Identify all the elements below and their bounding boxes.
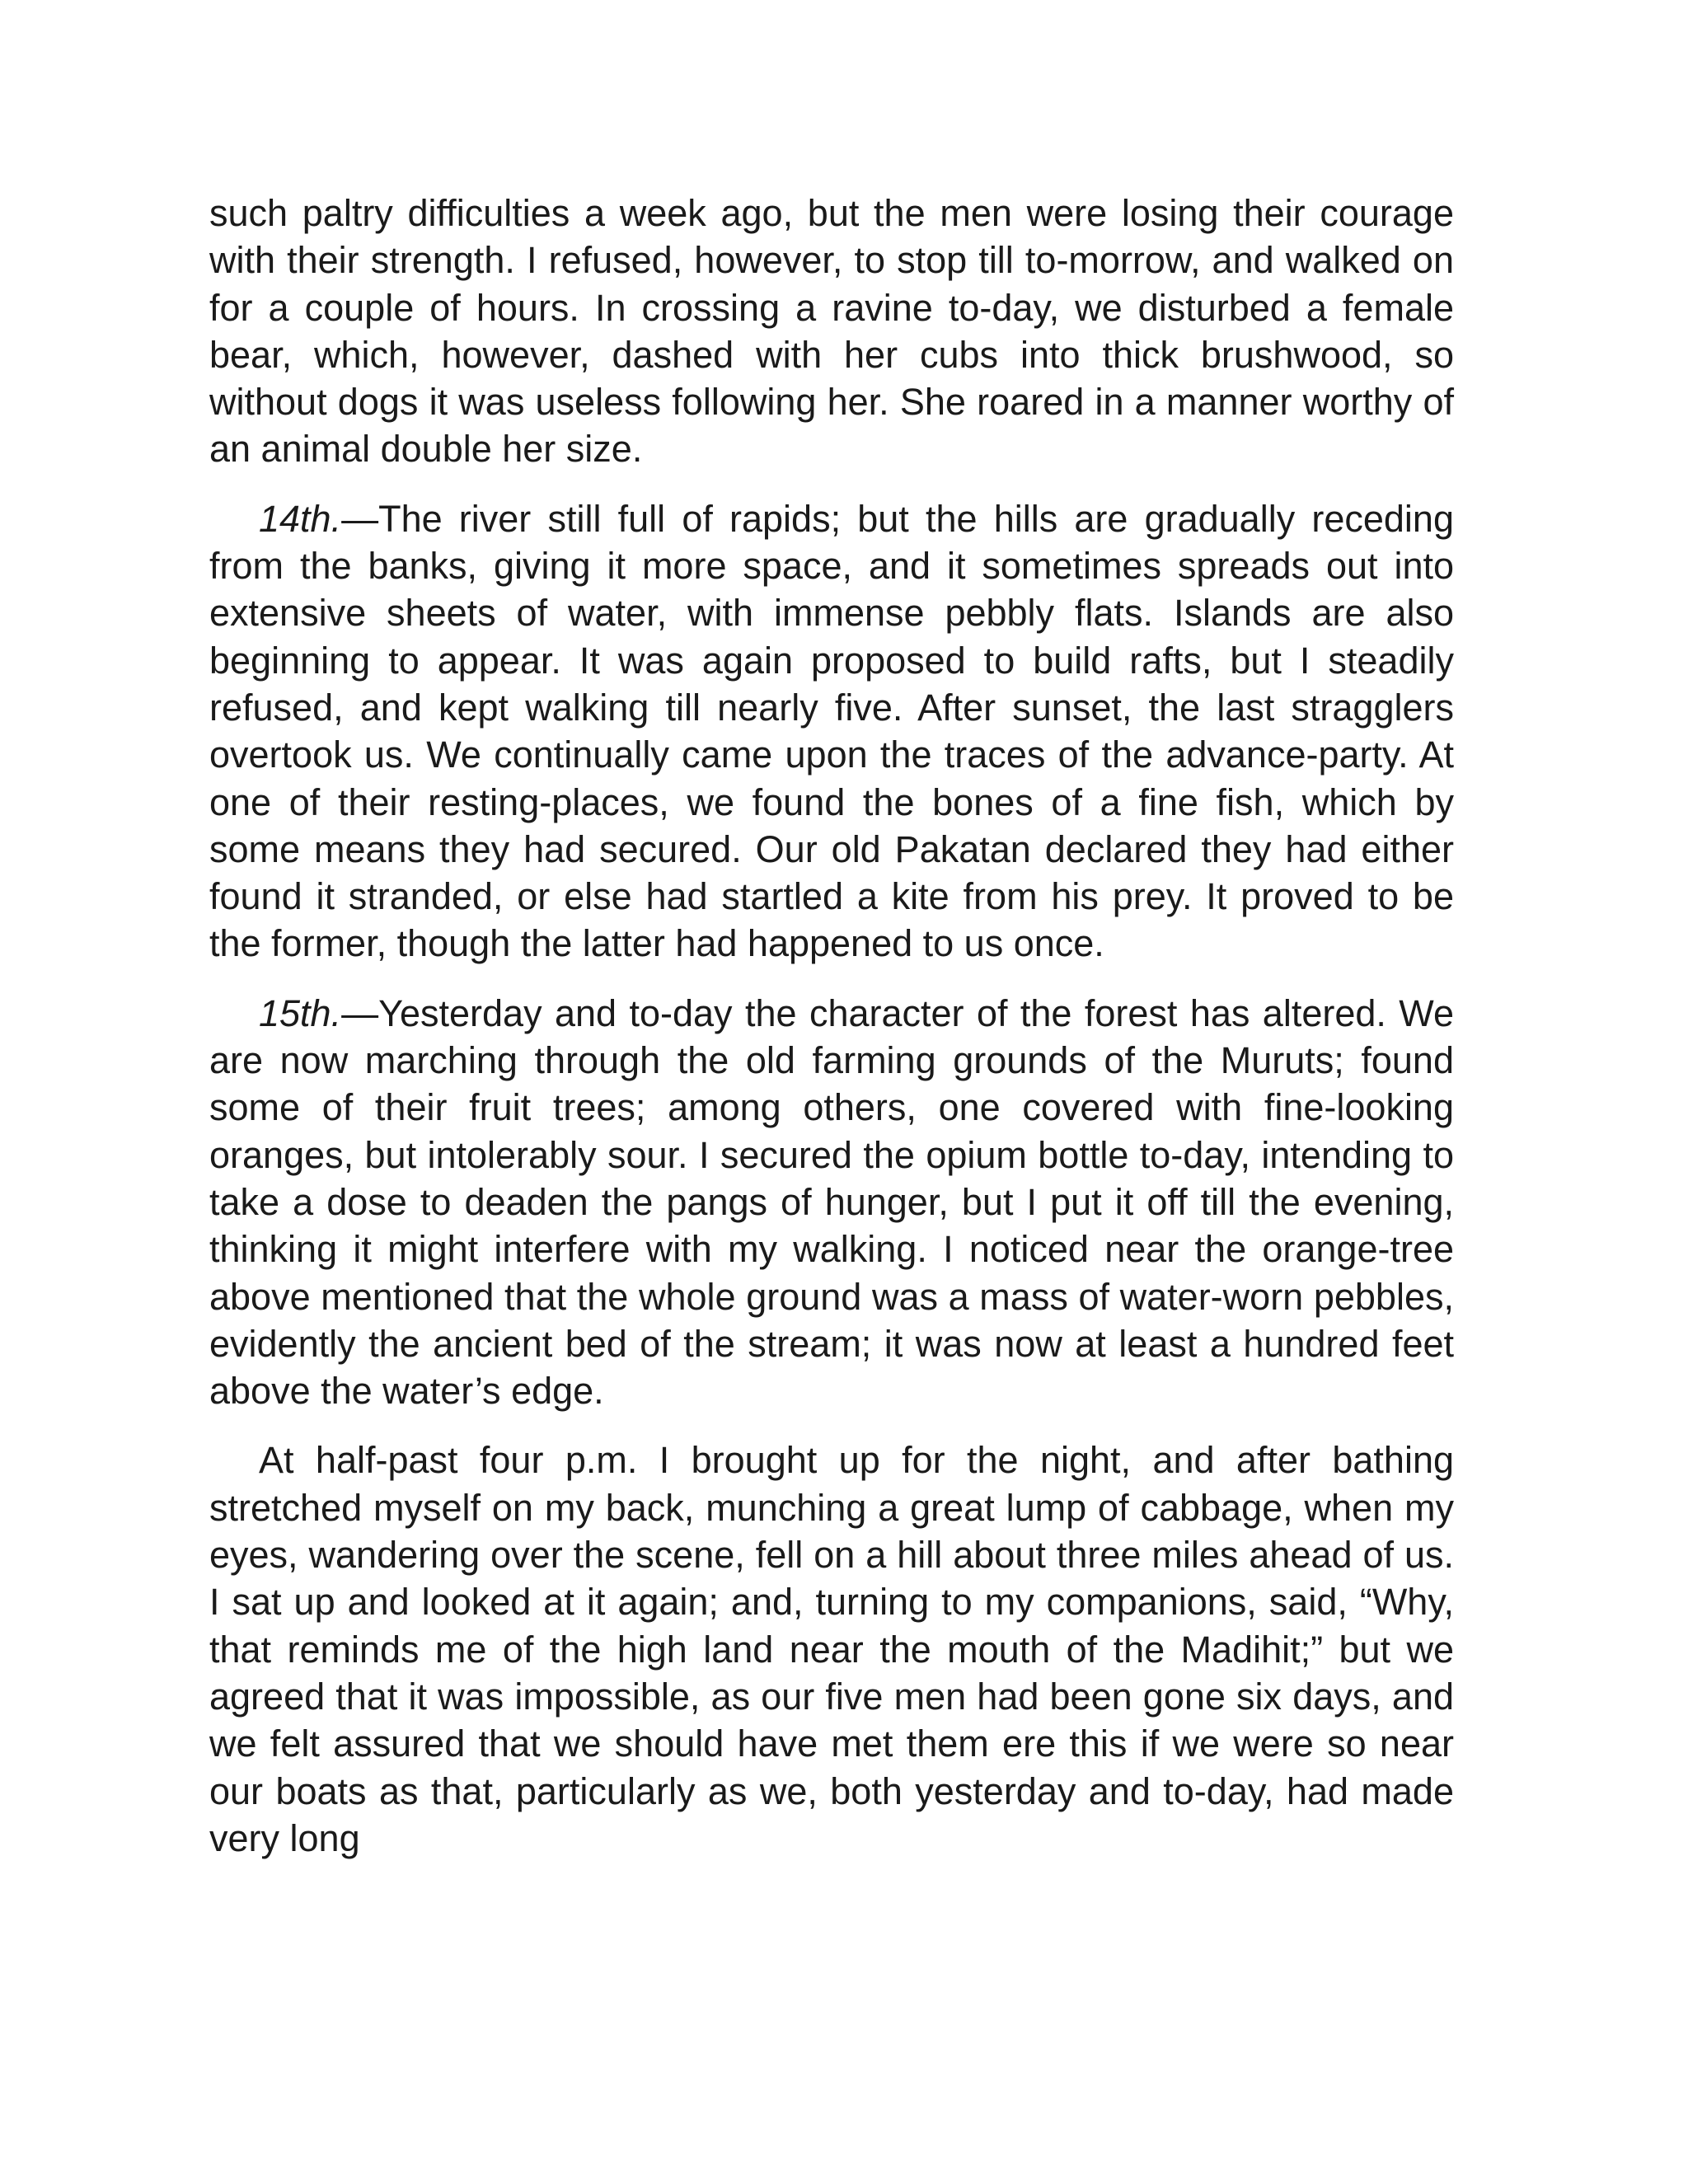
paragraph-text: At half-past four p.m. I brought up for the night, and after bathing stretched myself on my back, munching a great lump of cabbage, when my eyes, wandering over the scene, fell on a hill about three miles ahead of us. I sat up and looked at it again; and, turning to my companions, said, “Why, that reminds me of the high land near the mouth of the Madihit;” but we agreed that it was impossible, as our five men had been gone six days, and we felt assured that we should have met them ere this if we were so near our boats as that, particularly as we, both yesterday and to-day, had made very long <box>209 1439 1454 1859</box>
page-body <box>209 190 1454 1884</box>
paragraph-2 <box>209 495 1454 968</box>
paragraph-4 <box>209 1436 1454 1862</box>
entry-date: 14th. <box>259 497 342 540</box>
paragraph-text: —The river still full of rapids; but the hills are gradually receding from the banks, giving it more space, and it sometimes spreads out into extensive sheets of water, with immense pebbly flats. Islands are also beginning to appear. It was again proposed to build rafts, but I steadily refused, and kept walking till nearly five. After sunset, the last stragglers overtook us. We continually came upon the traces of the advance-party. At one of their resting-places, we found the bones of a fine fish, which by some means they had secured. Our old Pakatan declared they had either found it stranded, or else had startled a kite from his prey. It proved to be the former, though the latter had happened to us once. <box>209 497 1454 965</box>
paragraph-1 <box>209 190 1454 473</box>
paragraph-3 <box>209 990 1454 1415</box>
paragraph-text: such paltry difficulties a week ago, but the men were losing their courage with their strength. I refused, however, to stop till to-morrow, and walked on for a couple of hours. In crossing a ravine to-day, we disturbed a female bear, which, however, dashed with her cubs into thick brushwood, so without dogs it was useless following her. She roared in a manner worthy of an animal double her size. <box>209 192 1454 471</box>
paragraph-text: —Yesterday and to-day the character of the forest has altered. We are now marching through the old farming grounds of the Muruts; found some of their fruit trees; among others, one covered with fine-looking oranges, but intolerably sour. I secured the opium bottle to-day, intending to take a dose to deaden the pangs of hunger, but I put it off till the evening, thinking it might interfere with my walking. I noticed near the orange-tree above mentioned that the whole ground was a mass of water-worn pebbles, evidently the ancient bed of the stream; it was now at least a hundred feet above the water’s edge. <box>209 991 1454 1413</box>
entry-date: 15th. <box>259 991 342 1034</box>
